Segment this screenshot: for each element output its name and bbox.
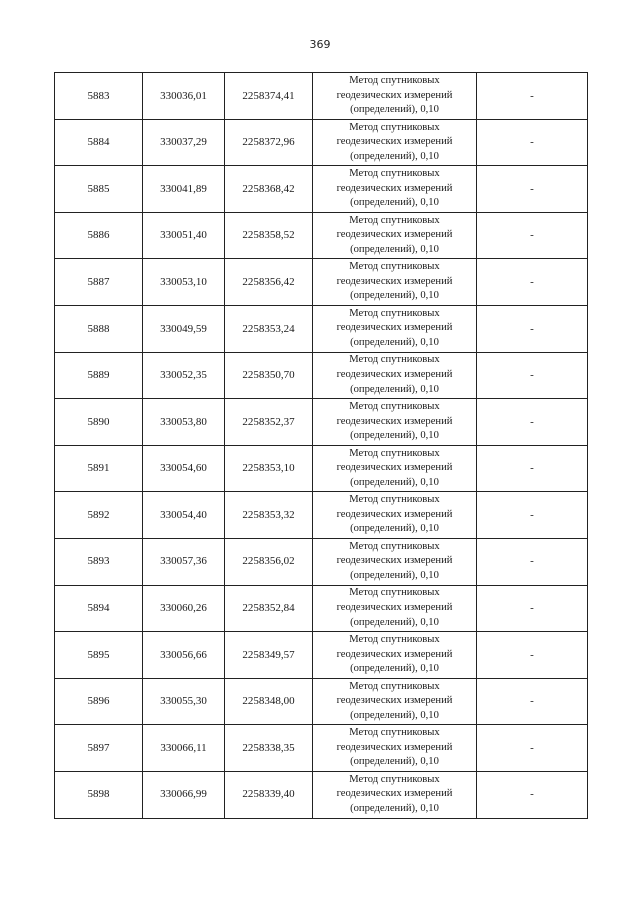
- method-line-3: (определений), 0,10: [350, 803, 439, 814]
- y-coordinate-cell: [225, 678, 313, 725]
- note-cell: [477, 538, 588, 585]
- note-cell: [477, 771, 588, 818]
- x-coordinate: 330060,26: [160, 602, 207, 615]
- note-cell: [477, 399, 588, 446]
- y-coordinate-cell: [225, 632, 313, 679]
- y-coordinate-cell: [225, 166, 313, 213]
- method-line-3: (определений), 0,10: [350, 616, 439, 628]
- x-coordinate: 330054,60: [160, 462, 207, 475]
- method-cell: [313, 678, 477, 725]
- method-cell: [313, 725, 477, 772]
- y-coordinate: 2258356,42: [242, 275, 295, 288]
- y-coordinate-cell: [225, 538, 313, 585]
- note-cell: [477, 492, 588, 539]
- method-line-1: Метод спутниковых: [349, 74, 440, 86]
- method-cell: [313, 259, 477, 306]
- method-line-2: геодезических измерений: [336, 322, 453, 334]
- method-cell: [313, 538, 477, 585]
- method-line-2: геодезических измерений: [336, 415, 453, 427]
- x-coordinate: 330037,29: [160, 136, 207, 149]
- method-line-2: геодезических измерений: [336, 275, 453, 287]
- y-coordinate: 2258339,40: [242, 788, 295, 801]
- point-number: 5889: [87, 369, 110, 382]
- note-value: -: [530, 508, 534, 521]
- method-line-1: Метод спутниковых: [349, 261, 440, 273]
- note-cell: [477, 445, 588, 492]
- y-coordinate: 2258352,37: [242, 415, 295, 428]
- note-value: -: [530, 555, 534, 568]
- x-coordinate-cell: [143, 492, 225, 539]
- y-coordinate: 2258353,10: [242, 462, 295, 475]
- method-cell: [313, 166, 477, 213]
- method-line-3: (определений), 0,10: [350, 663, 439, 675]
- point-number: 5888: [87, 322, 110, 335]
- method-cell: [313, 399, 477, 446]
- method-cell: [313, 771, 477, 818]
- note-value: -: [530, 695, 534, 708]
- note-cell: [477, 119, 588, 166]
- x-coordinate-cell: [143, 73, 225, 120]
- method-line-3: (определений), 0,10: [350, 476, 439, 488]
- method-cell: [313, 212, 477, 259]
- point-number: 5897: [87, 741, 110, 754]
- x-coordinate: 330053,10: [160, 275, 207, 288]
- point-number-cell: [55, 725, 143, 772]
- y-coordinate-cell: [225, 352, 313, 399]
- method-line-2: геодезических измерений: [336, 229, 453, 241]
- point-number-cell: [55, 632, 143, 679]
- point-number-cell: [55, 212, 143, 259]
- table-row: [55, 352, 588, 399]
- point-number: 5892: [87, 508, 110, 521]
- method-line-1: Метод спутниковых: [349, 307, 440, 319]
- method-cell: [313, 445, 477, 492]
- method-line-1: Метод спутниковых: [349, 587, 440, 599]
- x-coordinate-cell: [143, 352, 225, 399]
- method-line-2: геодезических измерений: [336, 508, 453, 520]
- point-number: 5894: [87, 602, 110, 615]
- y-coordinate-cell: [225, 399, 313, 446]
- y-coordinate: 2258368,42: [242, 182, 295, 195]
- method-cell: [313, 352, 477, 399]
- coordinates-table-body: [55, 73, 588, 819]
- method-line-1: Метод спутниковых: [349, 773, 440, 785]
- y-coordinate-cell: [225, 212, 313, 259]
- x-coordinate-cell: [143, 585, 225, 632]
- note-value: -: [530, 602, 534, 615]
- x-coordinate: 330052,35: [160, 369, 207, 382]
- note-cell: [477, 678, 588, 725]
- point-number-cell: [55, 492, 143, 539]
- method-line-2: геодезических измерений: [336, 741, 453, 753]
- table-row: [55, 725, 588, 772]
- table-row: [55, 632, 588, 679]
- method-line-2: геодезических измерений: [336, 788, 453, 800]
- note-value: -: [530, 369, 534, 382]
- y-coordinate: 2258350,70: [242, 369, 295, 382]
- table-row: [55, 119, 588, 166]
- x-coordinate: 330041,89: [160, 182, 207, 195]
- method-line-1: Метод спутниковых: [349, 634, 440, 646]
- method-line-2: геодезических измерений: [336, 182, 453, 194]
- note-value: -: [530, 741, 534, 754]
- page-number: 369: [309, 38, 331, 51]
- table-row: [55, 305, 588, 352]
- note-value: -: [530, 415, 534, 428]
- x-coordinate-cell: [143, 632, 225, 679]
- coordinates-table-wrapper: [54, 72, 587, 819]
- x-coordinate-cell: [143, 119, 225, 166]
- note-value: -: [530, 89, 534, 102]
- y-coordinate-cell: [225, 771, 313, 818]
- y-coordinate-cell: [225, 725, 313, 772]
- x-coordinate: 330057,36: [160, 555, 207, 568]
- table-row: [55, 492, 588, 539]
- method-line-3: (определений), 0,10: [350, 243, 439, 255]
- point-number: 5891: [87, 462, 110, 475]
- point-number: 5884: [87, 136, 110, 149]
- method-line-1: Метод спутниковых: [349, 168, 440, 180]
- y-coordinate-cell: [225, 305, 313, 352]
- table-row: [55, 259, 588, 306]
- point-number-cell: [55, 445, 143, 492]
- y-coordinate: 2258356,02: [242, 555, 295, 568]
- y-coordinate: 2258374,41: [242, 89, 295, 102]
- y-coordinate-cell: [225, 73, 313, 120]
- note-cell: [477, 305, 588, 352]
- x-coordinate-cell: [143, 771, 225, 818]
- x-coordinate: 330053,80: [160, 415, 207, 428]
- y-coordinate-cell: [225, 585, 313, 632]
- x-coordinate-cell: [143, 399, 225, 446]
- table-row: [55, 585, 588, 632]
- point-number-cell: [55, 399, 143, 446]
- x-coordinate: 330066,99: [160, 788, 207, 801]
- x-coordinate: 330056,66: [160, 648, 207, 661]
- note-value: -: [530, 788, 534, 801]
- note-value: -: [530, 136, 534, 149]
- method-line-2: геодезических измерений: [336, 695, 453, 707]
- y-coordinate: 2258349,57: [242, 648, 295, 661]
- table-row: [55, 678, 588, 725]
- method-line-2: геодезических измерений: [336, 462, 453, 474]
- table-row: [55, 445, 588, 492]
- y-coordinate: 2258353,24: [242, 322, 295, 335]
- method-cell: [313, 73, 477, 120]
- method-line-2: геодезических измерений: [336, 369, 453, 381]
- x-coordinate: 330054,40: [160, 508, 207, 521]
- coordinates-table: [54, 72, 588, 819]
- y-coordinate: 2258352,84: [242, 602, 295, 615]
- point-number: 5893: [87, 555, 110, 568]
- method-line-1: Метод спутниковых: [349, 540, 440, 552]
- method-line-3: (определений), 0,10: [350, 709, 439, 721]
- point-number: 5887: [87, 275, 110, 288]
- y-coordinate: 2258338,35: [242, 741, 295, 754]
- table-row: [55, 771, 588, 818]
- point-number-cell: [55, 585, 143, 632]
- y-coordinate-cell: [225, 445, 313, 492]
- method-line-1: Метод спутниковых: [349, 121, 440, 133]
- method-cell: [313, 492, 477, 539]
- x-coordinate-cell: [143, 259, 225, 306]
- method-cell: [313, 119, 477, 166]
- method-line-2: геодезических измерений: [336, 555, 453, 567]
- note-cell: [477, 352, 588, 399]
- point-number-cell: [55, 119, 143, 166]
- point-number-cell: [55, 166, 143, 213]
- point-number-cell: [55, 352, 143, 399]
- method-line-1: Метод спутниковых: [349, 401, 440, 413]
- x-coordinate-cell: [143, 445, 225, 492]
- point-number: 5886: [87, 229, 110, 242]
- note-cell: [477, 585, 588, 632]
- note-value: -: [530, 462, 534, 475]
- point-number-cell: [55, 73, 143, 120]
- note-value: -: [530, 322, 534, 335]
- y-coordinate-cell: [225, 119, 313, 166]
- note-value: -: [530, 275, 534, 288]
- method-line-1: Метод спутниковых: [349, 680, 440, 692]
- table-row: [55, 73, 588, 120]
- method-line-3: (определений), 0,10: [350, 756, 439, 768]
- method-line-1: Метод спутниковых: [349, 214, 440, 226]
- x-coordinate: 330051,40: [160, 229, 207, 242]
- method-line-1: Метод спутниковых: [349, 447, 440, 459]
- table-row: [55, 212, 588, 259]
- x-coordinate-cell: [143, 725, 225, 772]
- x-coordinate-cell: [143, 212, 225, 259]
- note-cell: [477, 259, 588, 306]
- point-number-cell: [55, 771, 143, 818]
- y-coordinate: 2258358,52: [242, 229, 295, 242]
- point-number: 5898: [87, 788, 110, 801]
- note-cell: [477, 73, 588, 120]
- method-line-3: (определений), 0,10: [350, 290, 439, 302]
- note-cell: [477, 166, 588, 213]
- table-row: [55, 166, 588, 213]
- table-row: [55, 399, 588, 446]
- note-value: -: [530, 182, 534, 195]
- method-line-3: (определений), 0,10: [350, 150, 439, 162]
- x-coordinate: 330049,59: [160, 322, 207, 335]
- method-line-3: (определений), 0,10: [350, 104, 439, 116]
- method-line-3: (определений), 0,10: [350, 337, 439, 349]
- method-line-3: (определений), 0,10: [350, 383, 439, 395]
- method-cell: [313, 632, 477, 679]
- method-cell: [313, 305, 477, 352]
- x-coordinate-cell: [143, 538, 225, 585]
- x-coordinate: 330066,11: [160, 741, 207, 754]
- method-line-3: (определений), 0,10: [350, 523, 439, 535]
- note-value: -: [530, 648, 534, 661]
- point-number: 5890: [87, 415, 110, 428]
- method-line-1: Метод спутниковых: [349, 727, 440, 739]
- x-coordinate: 330036,01: [160, 89, 207, 102]
- method-cell: [313, 585, 477, 632]
- point-number: 5883: [87, 89, 110, 102]
- point-number: 5895: [87, 648, 110, 661]
- note-cell: [477, 725, 588, 772]
- point-number: 5885: [87, 182, 110, 195]
- method-line-2: геодезических измерений: [336, 602, 453, 614]
- method-line-3: (определений), 0,10: [350, 570, 439, 582]
- point-number: 5896: [87, 695, 110, 708]
- y-coordinate-cell: [225, 259, 313, 306]
- method-line-3: (определений), 0,10: [350, 197, 439, 209]
- point-number-cell: [55, 678, 143, 725]
- note-cell: [477, 632, 588, 679]
- method-line-3: (определений), 0,10: [350, 430, 439, 442]
- y-coordinate: 2258353,32: [242, 508, 295, 521]
- y-coordinate: 2258348,00: [242, 695, 295, 708]
- x-coordinate-cell: [143, 678, 225, 725]
- point-number-cell: [55, 538, 143, 585]
- method-line-1: Метод спутниковых: [349, 494, 440, 506]
- x-coordinate-cell: [143, 305, 225, 352]
- method-line-2: геодезических измерений: [336, 136, 453, 148]
- point-number-cell: [55, 305, 143, 352]
- note-value: -: [530, 229, 534, 242]
- method-line-1: Метод спутниковых: [349, 354, 440, 366]
- x-coordinate: 330055,30: [160, 695, 207, 708]
- method-line-2: геодезических измерений: [336, 89, 453, 101]
- table-row: [55, 538, 588, 585]
- y-coordinate: 2258372,96: [242, 136, 295, 149]
- y-coordinate-cell: [225, 492, 313, 539]
- x-coordinate-cell: [143, 166, 225, 213]
- note-cell: [477, 212, 588, 259]
- method-line-2: геодезических измерений: [336, 648, 453, 660]
- point-number-cell: [55, 259, 143, 306]
